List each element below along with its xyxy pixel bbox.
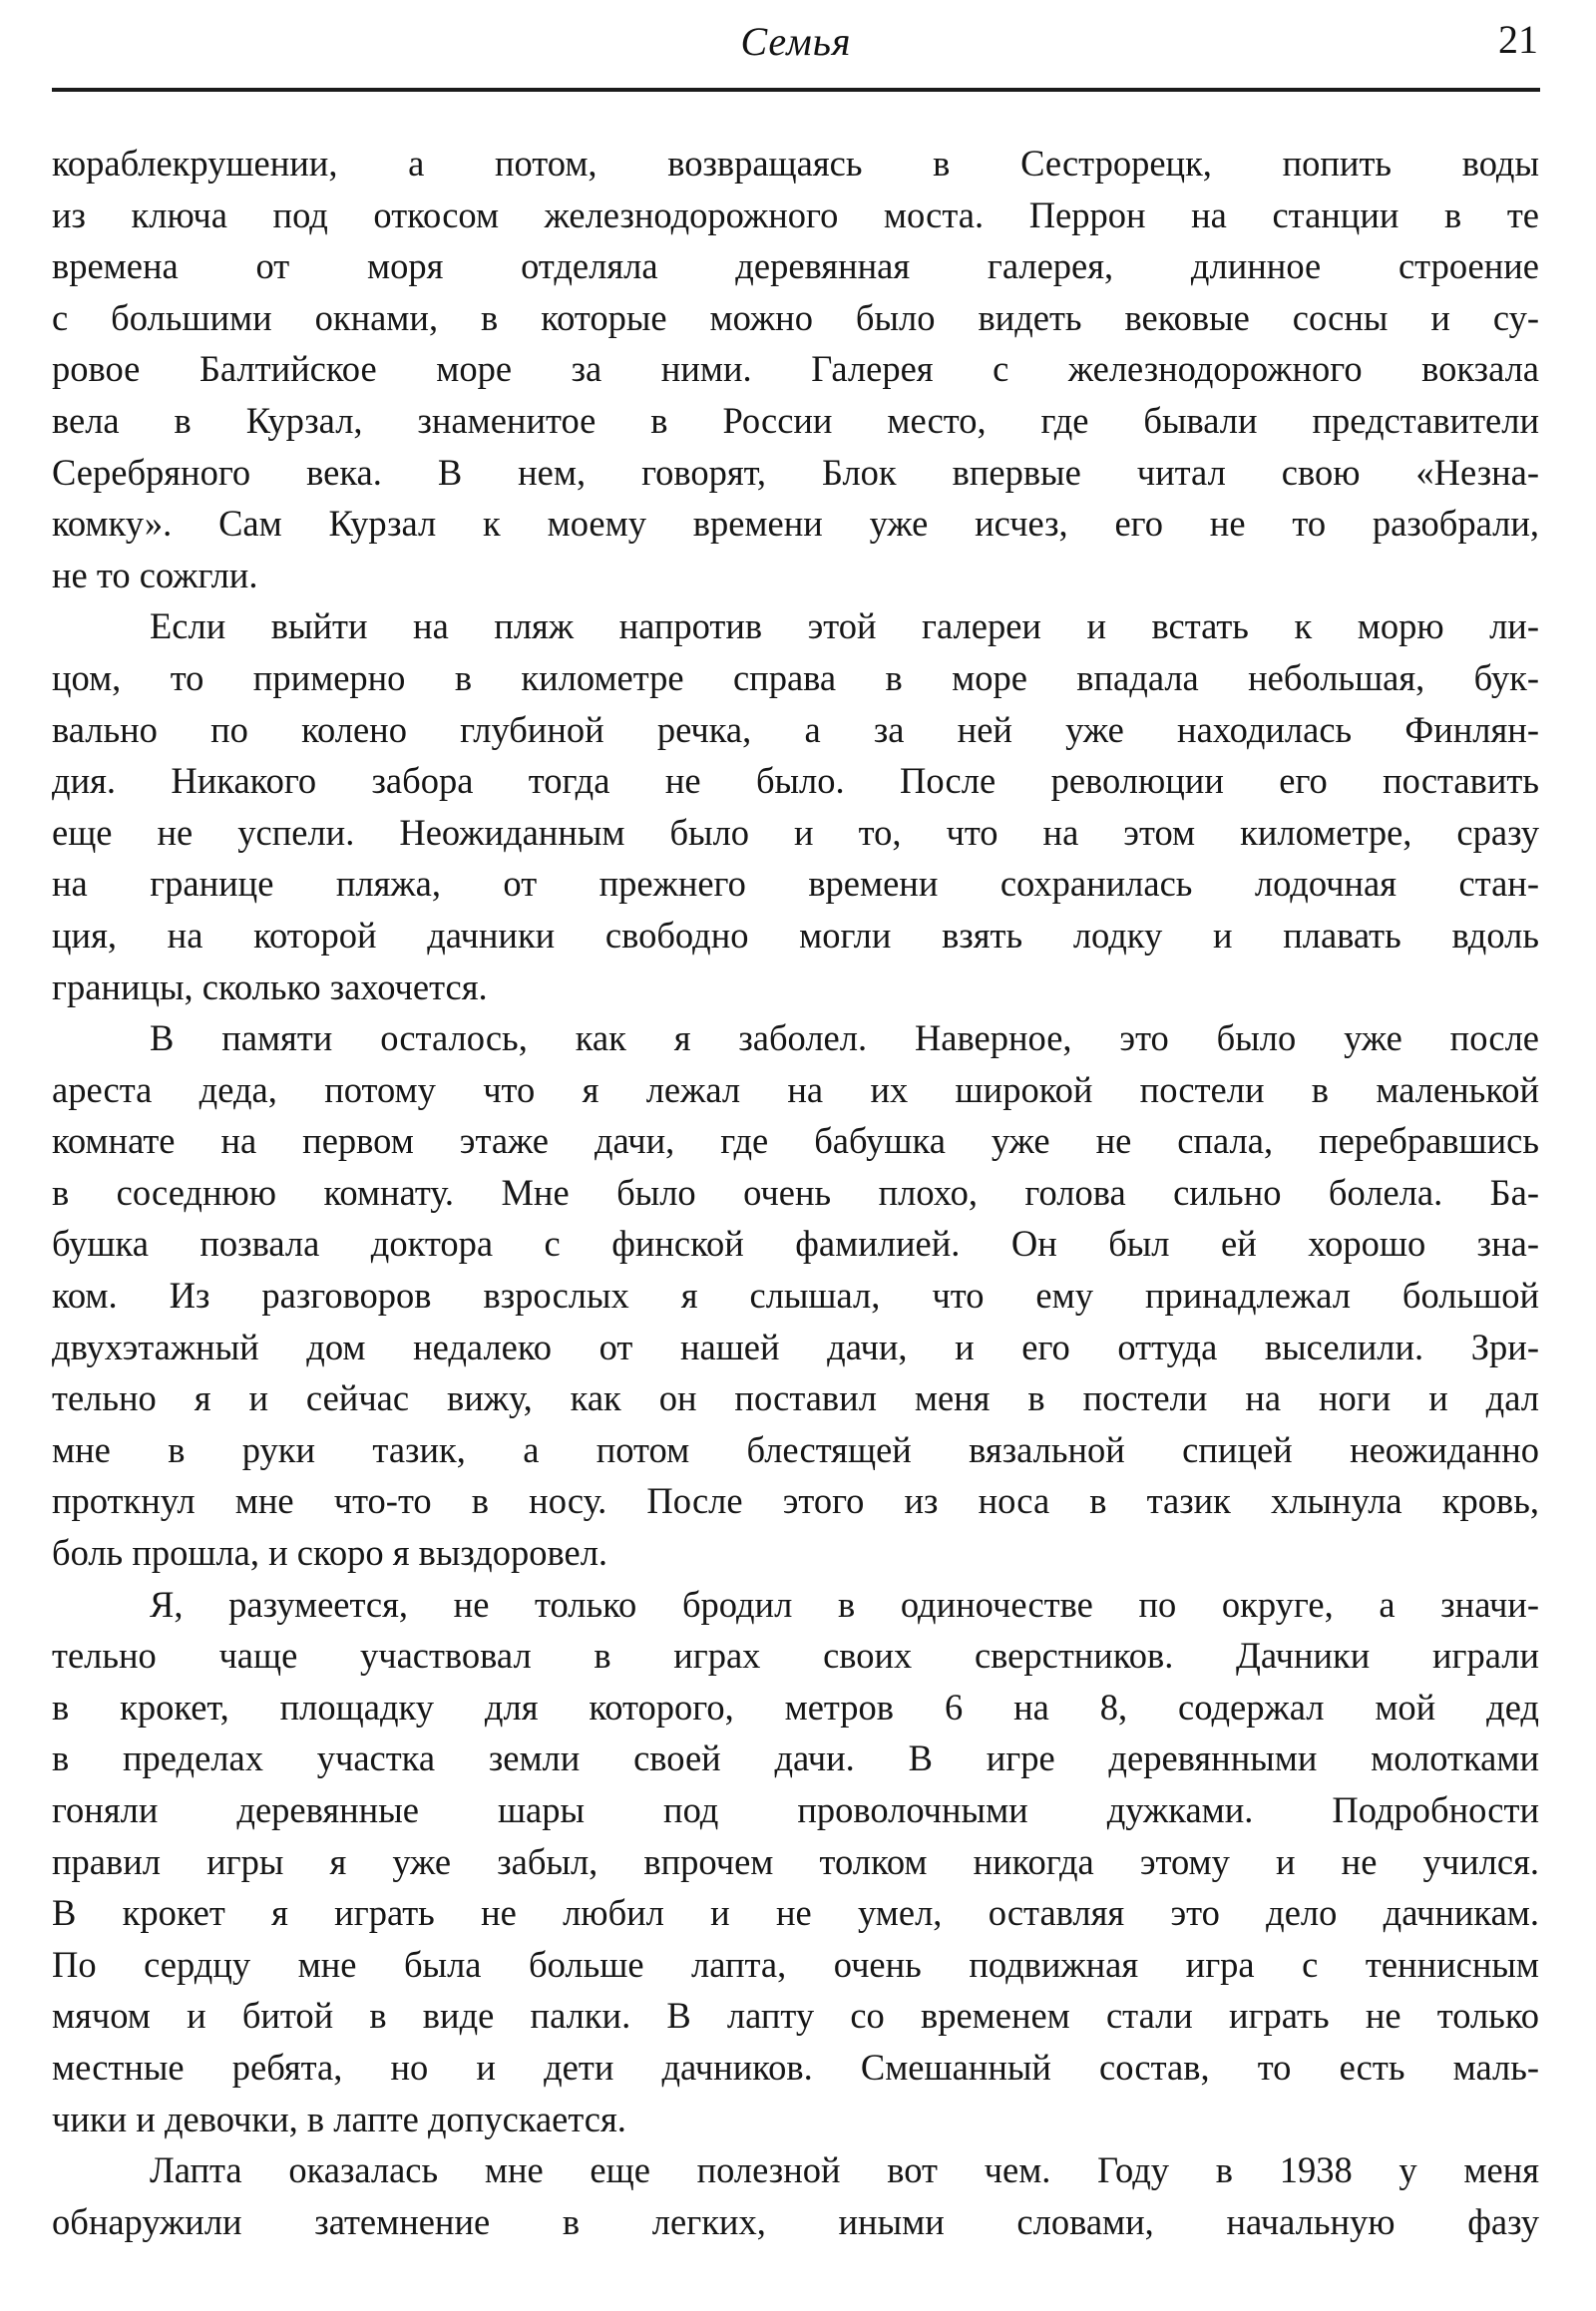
text-line: не то сожгли. [52,554,258,595]
text-line: вела в Курзал, знаменитое в России место, где бывали представители [52,399,1539,441]
body-text [52,138,1539,2247]
text-line: ком. Из разговоров взрослых я слышал, что ему принадлежал большой [52,1275,1539,1317]
text-line: мячом и битой в виде палки. В лапту со временем стали играть не только [52,1995,1539,2037]
text-line: бушка позвала доктора с финской фамилией. Он был ей хорошо зна- [52,1223,1539,1265]
text-line: цом, то примерно в километре справа в море впадала небольшая, бук- [52,656,1539,698]
text-line: ареста деда, потому что я лежал на их широкой постели в маленькой [52,1068,1539,1110]
text-line: комку». Сам Курзал к моему времени уже исчез, его не то разобрали, [52,503,1539,545]
running-title: Семья [740,19,852,64]
text-line: гоняли деревянные шары под проволочными дужками. Подробности [52,1789,1539,1830]
text-line: ровое Балтийское море за ними. Галерея с железнодорожного вокзала [52,348,1539,390]
text-line: местные ребята, но и дети дачников. Смешанный состав, то есть маль- [52,2046,1539,2088]
text-line: В памяти осталось, как я заболел. Наверное, это было уже после [150,1017,1539,1059]
paragraph [52,138,1539,600]
text-line: границы, сколько захочется. [52,965,488,1007]
paragraph [52,600,1539,1012]
text-line: из ключа под откосом железнодорожного моста. Перрон на станции в те [52,193,1539,235]
page-header [52,0,1540,92]
text-line: По сердцу мне была больше лапта, очень подвижная игра с теннисным [52,1943,1539,1985]
page-number: 21 [1498,17,1538,62]
text-line: двухэтажный дом недалеко от нашей дачи, и его оттуда выселили. Зри- [52,1326,1539,1367]
text-line: тельно чаще участвовал в играх своих сверстников. Дачники играли [52,1635,1539,1677]
text-line: тельно я и сейчас вижу, как он поставил меня в постели на ноги и дал [52,1377,1539,1419]
text-line: Если выйти на пляж напротив этой галереи и встать к морю ли- [150,605,1539,647]
text-line: обнаружили затемнение в легких, иными словами, начальную фазу [52,2200,1539,2242]
text-line: боль прошла, и скоро я выздоровел. [52,1532,608,1574]
text-line: в пределах участка земли своей дачи. В игре деревянными молотками [52,1737,1539,1779]
text-line: в крокет, площадку для которого, метров 6 на 8, содержал мой дед [52,1686,1539,1728]
text-line: проткнул мне что-то в носу. После этого из носа в тазик хлынула кровь, [52,1480,1539,1522]
paragraph [52,2144,1539,2247]
text-line: В крокет я играть не любил и не умел, оставляя это дело дачникам. [52,1892,1539,1934]
text-line: Лапта оказалась мне еще полезной вот чем. Году в 1938 у меня [150,2149,1539,2191]
text-line: Серебряного века. В нем, говорят, Блок впервые читал свою «Незна- [52,451,1539,493]
text-line: в соседнюю комнату. Мне было очень плохо, голова сильно болела. Ба- [52,1171,1539,1213]
text-line: Я, разумеется, не только бродил в одиночестве по округе, а значи- [150,1583,1539,1625]
text-line: правил игры я уже забыл, впрочем толком никогда этому и не учился. [52,1840,1539,1882]
text-line: с большими окнами, в которые можно было видеть вековые сосны и су- [52,296,1539,338]
text-line: комнате на первом этаже дачи, где бабушка уже не спала, перебравшись [52,1120,1539,1162]
text-line: вально по колено глубиной речка, а за ней уже находилась Финлян- [52,708,1539,750]
text-line: дия. Никакого забора тогда не было. После революции его поставить [52,760,1539,802]
text-line: чики и девочки, в лапте допускается. [52,2098,626,2139]
text-line: мне в руки тазик, а потом блестящей вязальной спицей неожиданно [52,1428,1539,1470]
text-line: ция, на которой дачники свободно могли взять лодку и плавать вдоль [52,914,1539,956]
text-line: кораблекрушении, а потом, возвращаясь в Сестрорецк, попить воды [52,143,1539,184]
paragraph [52,1579,1539,2145]
text-line: еще не успели. Неожиданным было и то, что на этом километре, сразу [52,811,1539,853]
text-line: времена от моря отделяла деревянная галерея, длинное строение [52,245,1539,287]
paragraph [52,1012,1539,1579]
text-line: на границе пляжа, от прежнего времени сохранилась лодочная стан- [52,863,1539,905]
